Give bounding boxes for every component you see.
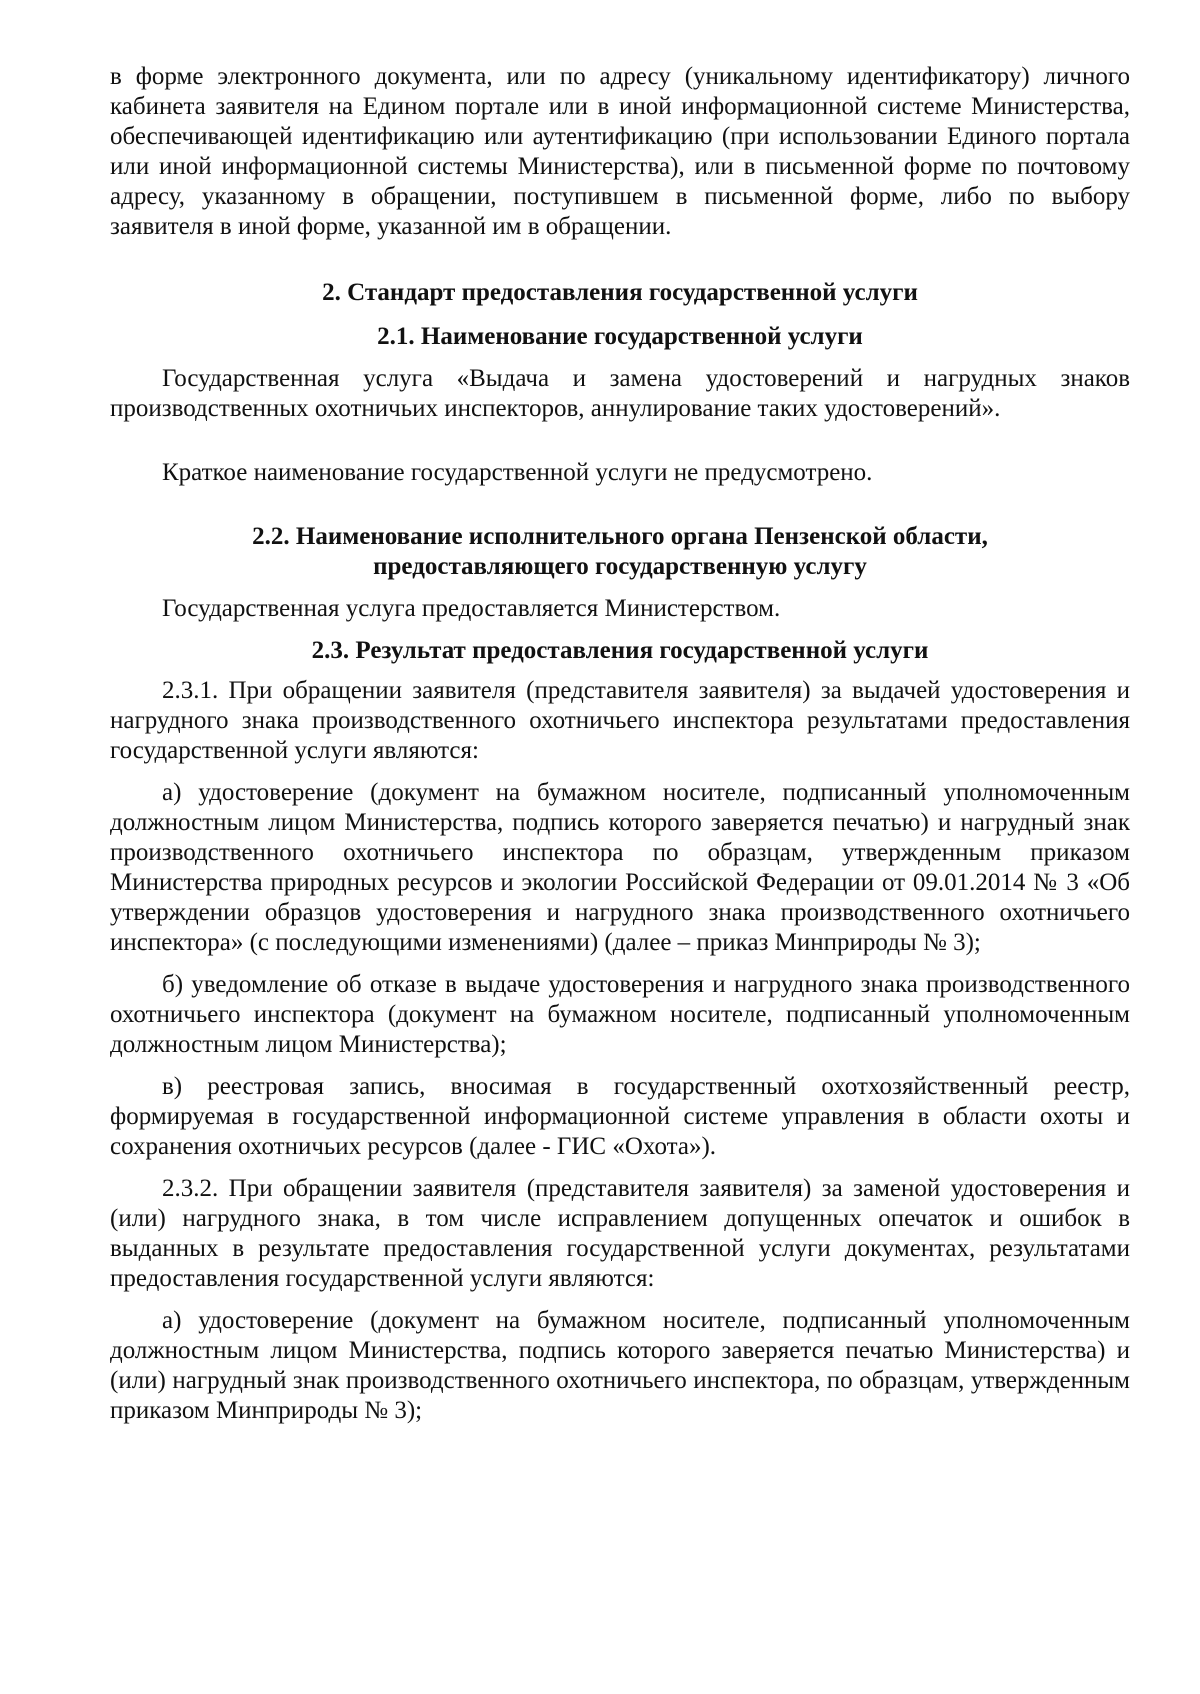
paragraph-2-3-1-b: б) уведомление об отказе в выдаче удостоверения и нагрудного знака производственного охотничьего инспектора (документ на бумажном носителе, подписанный уполномоченным должностным лицом Министерства); bbox=[110, 971, 1130, 1058]
heading-2-2-line1: 2.2. Наименование исполнительного органа Пензенской области, bbox=[252, 523, 988, 550]
heading-2-1: 2.1. Наименование государственной услуги bbox=[377, 323, 863, 350]
heading-section-2: 2. Стандарт предоставления государственной услуги bbox=[322, 279, 918, 306]
document-page bbox=[110, 62, 1130, 1426]
paragraph-service-name: Государственная услуга «Выдача и замена удостоверений и нагрудных знаков производственных охотничьих инспекторов, аннулирование таких удостоверений». bbox=[110, 365, 1130, 422]
paragraph-provider: Государственная услуга предоставляется Министерством. bbox=[162, 595, 781, 622]
paragraph-response-form: в форме электронного документа, или по адресу (уникальному идентификатору) личного кабинета заявителя на Едином портале или в иной информационной системе Министерства, обеспечивающей идентификацию или аутентификацию (при использовании Единого портала или иной информационной системы Министерства), или в письменной форме по почтовому адресу, указанному в обращении, поступившем в письменной форме, либо по выбору заявителя в иной форме, указанной им в обращении. bbox=[110, 63, 1130, 240]
heading-2-2-line2: предоставляющего государственную услугу bbox=[373, 553, 867, 580]
heading-2-3: 2.3. Результат предоставления государственной услуги bbox=[311, 637, 929, 664]
paragraph-2-3-1-v: в) реестровая запись, вносимая в государственный охотхозяйственный реестр, формируемая в государственной информационной системе управления в области охоты и сохранения охотничьих ресурсов (далее - ГИС «Охота»). bbox=[110, 1073, 1130, 1160]
paragraph-2-3-1: 2.3.1. При обращении заявителя (представителя заявителя) за выдачей удостоверения и нагрудного знака производственного охотничьего инспектора результатами предоставления государственной услуги являются: bbox=[110, 677, 1130, 764]
paragraph-short-name: Краткое наименование государственной услуги не предусмотрено. bbox=[162, 459, 873, 486]
paragraph-2-3-2-a: а) удостоверение (документ на бумажном носителе, подписанный уполномоченным должностным лицом Министерства, подпись которого заверяется печатью Министерства) и (или) нагрудный знак производственного охотничьего инспектора, по образцам, утвержденным приказом Минприроды № 3); bbox=[110, 1307, 1130, 1424]
paragraph-2-3-1-a: а) удостоверение (документ на бумажном носителе, подписанный уполномоченным должностным лицом Министерства, подпись которого заверяется печатью) и нагрудный знак производственного охотничьего инспектора по образцам, утвержденным приказом Министерства природных ресурсов и экологии Российской Федерации от 09.01.2014 № 3 «Об утверждении образцов удостоверения и нагрудного знака производственного охотничьего инспектора» (с последующими изменениями) (далее – приказ Минприроды № 3); bbox=[110, 779, 1130, 956]
paragraph-2-3-2: 2.3.2. При обращении заявителя (представителя заявителя) за заменой удостоверения и (или) нагрудного знака, в том числе исправлением допущенных опечаток и ошибок в выданных в результате предоставления государственной услуги документах, результатами предоставления государственной услуги являются: bbox=[110, 1175, 1130, 1292]
